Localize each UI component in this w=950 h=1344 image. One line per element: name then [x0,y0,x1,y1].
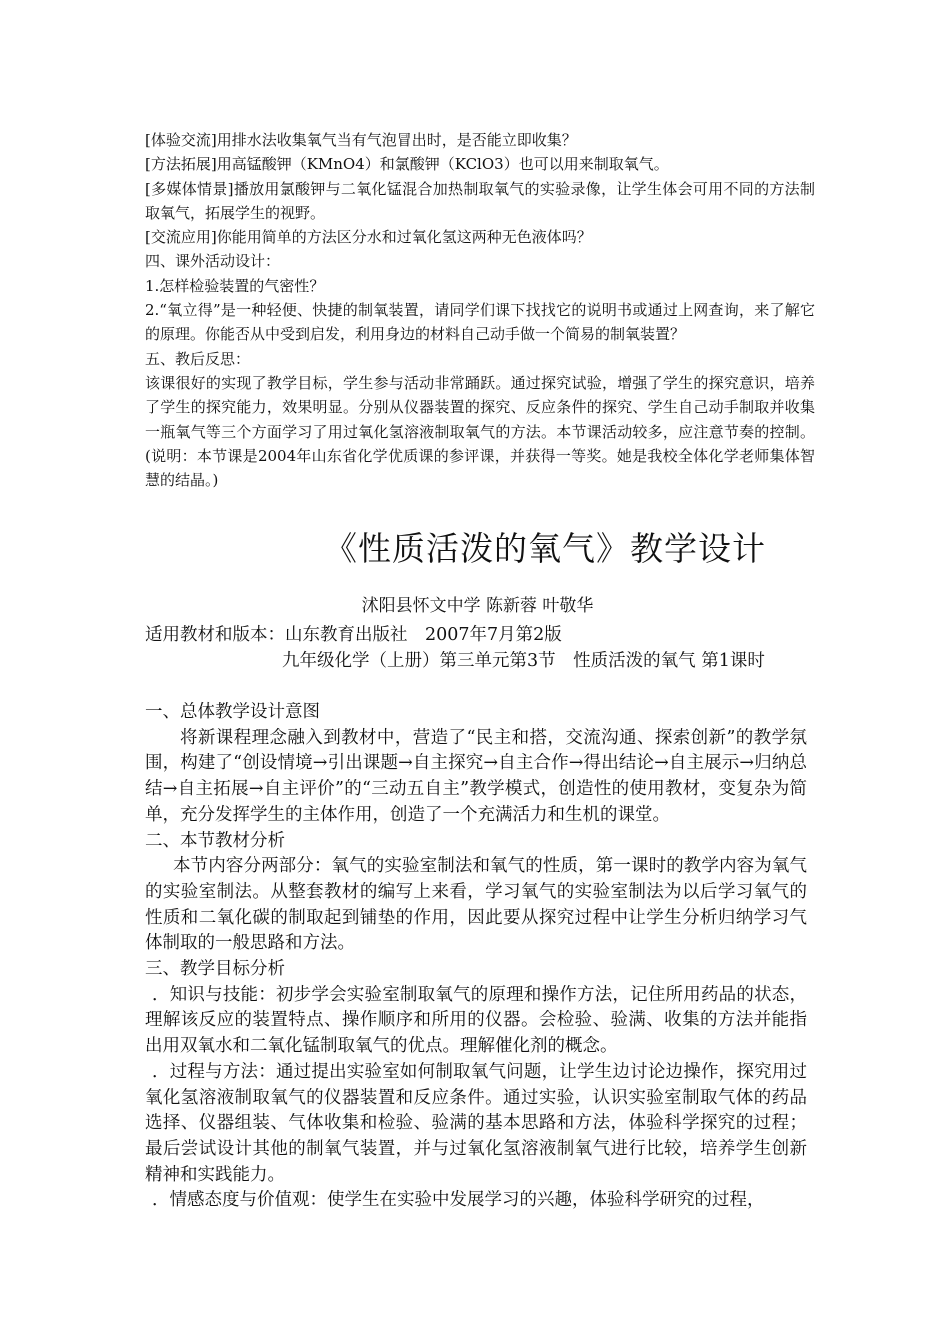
material-analysis-paragraph: 本节内容分两部分：氧气的实验室制法和氧气的性质，第一课时的教学内容为氧气的实验室制法。从整套教材的编写上来看，学习氧气的实验室制法为以后学习氧气的性质和二氧化碳的制取起到铺垫的作用，因此要从探究过程中让学生分析归纳学习气体制取的一般思路和方法。 [145,856,807,954]
section-heading-teaching-goals: 三、教学目标分析 [145,959,285,980]
goal-knowledge-skills: ．知识与技能：初步学会实验室制取氧气的原理和操作方法，记住所用药品的状态，理解该反应的装置特点、操作顺序和所用的仪器。会检验、验满、收集的方法并能指出用双氧水和二氧化锰制取氧气的优点。理解催化剂的概念。 [145,984,807,1057]
goal-attitude-values: ．情感态度与价值观：使学生在实验中发展学习的兴趣，体验科学研究的过程， [152,1190,765,1211]
top-section [145,128,815,492]
extracurricular-heading: 四、课外活动设计： [145,252,281,271]
reflection-heading: 五、教后反思： [145,349,251,368]
edition-line-1: 适用教材和版本：山东教育出版社 2007年7月第2版 [145,625,562,645]
edition-line-2: 九年级化学（上册）第三单元第3节 性质活泼的氧气 第1课时 [282,650,765,671]
section-heading-material-analysis: 二、本节教材分析 [145,830,285,851]
method-extension-line: [方法拓展]用高锰酸钾（KMnO4）和氯酸钾（KClO3）也可以用来制取氧气。 [145,155,669,174]
article-authors: 沭阳县怀文中学 陈新蓉 叶敬华 [361,596,594,616]
article-body [145,700,807,1214]
article-title: 《性质活泼的氧气》教学设计 [324,529,766,568]
exchange-application-line: [交流应用]你能用简单的方法区分水和过氧化氢这两种无色液体吗？ [145,228,592,247]
reflection-paragraph: 该课很好的实现了教学目标，学生参与活动非常踊跃。通过探究试验，增强了学生的探究意识，培养了学生的探究能力，效果明显。分别从仪器装置的探究、反应条件的探究、学生自己动手制取并收集一瓶氧气等三个方面学习了用过氧化氢溶液制取氧气的方法。本节课活动较多，应注意节奏的控制。(说明：本节课是2004年山东省化学优质课的参评课，并获得一等奖。她是我校全体化学老师集体智慧的结晶。) [145,373,815,490]
goal-process-methods: ．过程与方法：通过提出实验室如何制取氧气问题，让学生边讨论边操作，探究用过氧化氢溶液制取氧气的仪器装置和反应条件。通过实验，认识实验室制取气体的药品选择、仪器组装、气体收集和检验、验满的基本思路和方法，体验科学探究的过程；最后尝试设计其他的制氧气装置，并与过氧化氢溶液制氧气进行比较，培养学生创新精神和实践能力。 [145,1061,807,1185]
experience-exchange-line: [体验交流]用排水法收集氧气当有气泡冒出时，是否能立即收集？ [145,131,577,149]
multimedia-scenario-line: [多媒体情景]播放用氯酸钾与二氧化锰混合加热制取氧气的实验录像，让学生体会可用不同的方法制取氧气，拓展学生的视野。 [145,179,815,222]
design-intent-paragraph: 将新课程理念融入到教材中，营造了“民主和搭，交流沟通、探索创新”的教学氛围，构建了“创设情境→引出课题→自主探究→自主合作→得出结论→自主展示→归纳总结→自主拓展→自主评价”的“三动五自主”教学模式，创造性的使用教材，变复杂为简单，充分发挥学生的主体作用，创造了一个充满活力和生机的课堂。 [145,727,807,825]
edition-block [145,623,807,674]
extracurricular-item-1: 1.怎样检验装置的气密性？ [145,276,325,295]
section-heading-design-intent: 一、总体教学设计意图 [145,702,320,722]
extracurricular-item-2: 2.“氧立得”是一种轻便、快捷的制氧装置，请同学们课下找找它的说明书或通过上网查询，来了解它的原理。你能否从中受到启发，利用身边的材料自己动手做一个简易的制氧装置？ [145,301,815,344]
